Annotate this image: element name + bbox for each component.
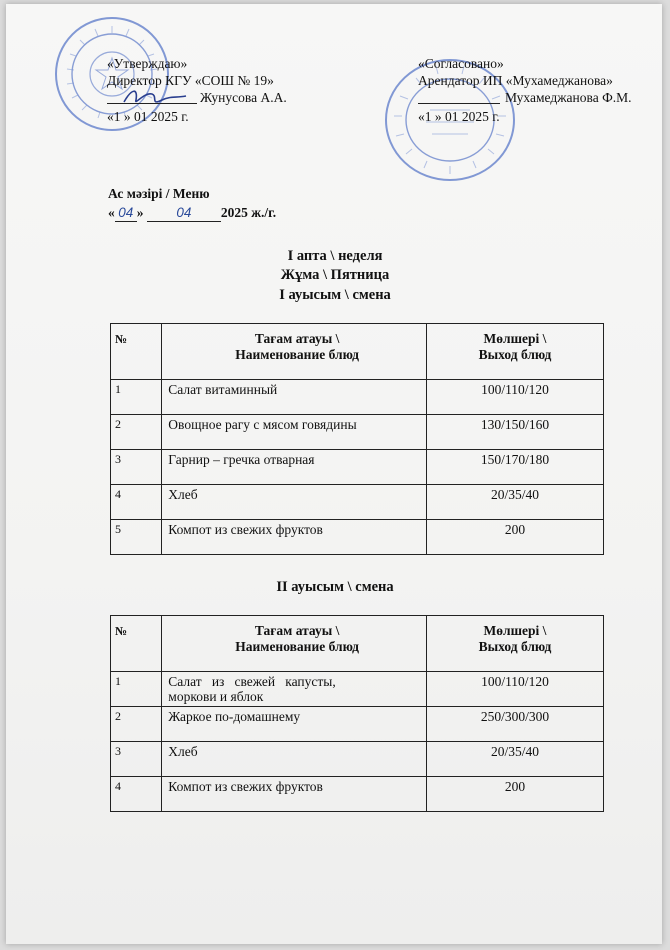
table-row bbox=[111, 380, 604, 415]
row-num: 3 bbox=[111, 450, 162, 485]
row-dish: Овощное рагу с мясом говядины bbox=[162, 415, 427, 450]
table-row bbox=[111, 415, 604, 450]
col-dish-header-kz: Тағам атауы \ bbox=[254, 623, 340, 638]
row-yield: 20/35/40 bbox=[426, 742, 603, 777]
row-dish bbox=[162, 672, 427, 707]
day-title: Жұма \ Пятница bbox=[280, 267, 390, 283]
col-yield-header bbox=[426, 616, 603, 672]
table-row bbox=[111, 450, 604, 485]
row-yield: 20/35/40 bbox=[426, 485, 603, 520]
approve-name: Жунусова А.А. bbox=[200, 90, 287, 105]
row-num: 2 bbox=[111, 415, 162, 450]
col-yield-header bbox=[426, 324, 603, 380]
row-dish: Салат витаминный bbox=[162, 380, 427, 415]
shift2-table bbox=[110, 615, 604, 812]
col-dish-header-ru: Наименование блюд bbox=[235, 639, 359, 654]
menu-date-year: 2025 ж./г. bbox=[220, 205, 277, 220]
menu-date: « 04 » 04 2025 ж./г. bbox=[108, 205, 277, 220]
col-dish-header bbox=[162, 616, 427, 672]
row-dish: Хлеб bbox=[162, 742, 427, 777]
menu-date-month: 04 bbox=[147, 205, 221, 222]
row-num: 4 bbox=[111, 777, 162, 812]
row-num: 2 bbox=[111, 707, 162, 742]
agree-date: «1 » 01 2025 г. bbox=[418, 109, 500, 124]
table-row bbox=[111, 777, 604, 812]
row-dish: Гарнир – гречка отварная bbox=[162, 450, 427, 485]
row-dish: Компот из свежих фруктов bbox=[162, 777, 427, 812]
agree-signature-line bbox=[418, 103, 500, 104]
col-dish-header-ru: Наименование блюд bbox=[235, 347, 359, 362]
menu-heading: Ас мәзірі / Меню bbox=[108, 186, 210, 201]
shift2-header-row bbox=[111, 616, 604, 672]
menu-date-day: 04 bbox=[115, 205, 137, 222]
row-yield: 100/110/120 bbox=[426, 380, 603, 415]
col-dish-header bbox=[162, 324, 427, 380]
row-yield: 130/150/160 bbox=[426, 415, 603, 450]
agree-name: Мухамеджанова Ф.М. bbox=[505, 90, 632, 105]
table-row bbox=[111, 672, 604, 707]
row-num: 1 bbox=[111, 380, 162, 415]
agree-label: «Согласовано» bbox=[418, 56, 504, 71]
col-num-header: № bbox=[111, 616, 162, 672]
col-yield-header-kz: Мөлшері \ bbox=[483, 623, 547, 638]
shift1-table bbox=[110, 323, 604, 555]
approve-signature bbox=[120, 84, 190, 110]
table-row bbox=[111, 520, 604, 555]
row-dish: Хлеб bbox=[162, 485, 427, 520]
row-dish: Компот из свежих фруктов bbox=[162, 520, 427, 555]
row-yield: 200 bbox=[426, 520, 603, 555]
agree-position: Арендатор ИП «Мухамеджанова» bbox=[418, 73, 613, 88]
row-yield: 250/300/300 bbox=[426, 707, 603, 742]
row-yield: 200 bbox=[426, 777, 603, 812]
approve-position: Директор КГУ «СОШ № 19» bbox=[107, 73, 274, 88]
approve-label: «Утверждаю» bbox=[107, 56, 188, 71]
row-num: 5 bbox=[111, 520, 162, 555]
shift1-title: I ауысым \ смена bbox=[279, 287, 391, 303]
col-num-header: № bbox=[111, 324, 162, 380]
row-dish: Жаркое по-домашнему bbox=[162, 707, 427, 742]
col-yield-header-ru: Выход блюд bbox=[478, 347, 552, 362]
table-row bbox=[111, 707, 604, 742]
table-row bbox=[111, 742, 604, 777]
row-num: 4 bbox=[111, 485, 162, 520]
row-num: 1 bbox=[111, 672, 162, 707]
week-title: I апта \ неделя bbox=[287, 248, 383, 264]
approve-date: «1 » 01 2025 г. bbox=[107, 109, 189, 124]
row-yield: 150/170/180 bbox=[426, 450, 603, 485]
row-yield: 100/110/120 bbox=[426, 672, 603, 707]
col-yield-header-ru: Выход блюд bbox=[478, 639, 552, 654]
row-num: 3 bbox=[111, 742, 162, 777]
row-dish-line1: Салат из свежей капусты, bbox=[168, 674, 336, 689]
col-dish-header-kz: Тағам атауы \ bbox=[254, 331, 340, 346]
table-row bbox=[111, 485, 604, 520]
row-dish-line2: моркови и яблок bbox=[168, 689, 264, 704]
shift2-title: II ауысым \ смена bbox=[276, 579, 394, 595]
shift1-header-row bbox=[111, 324, 604, 380]
col-yield-header-kz: Мөлшері \ bbox=[483, 331, 547, 346]
